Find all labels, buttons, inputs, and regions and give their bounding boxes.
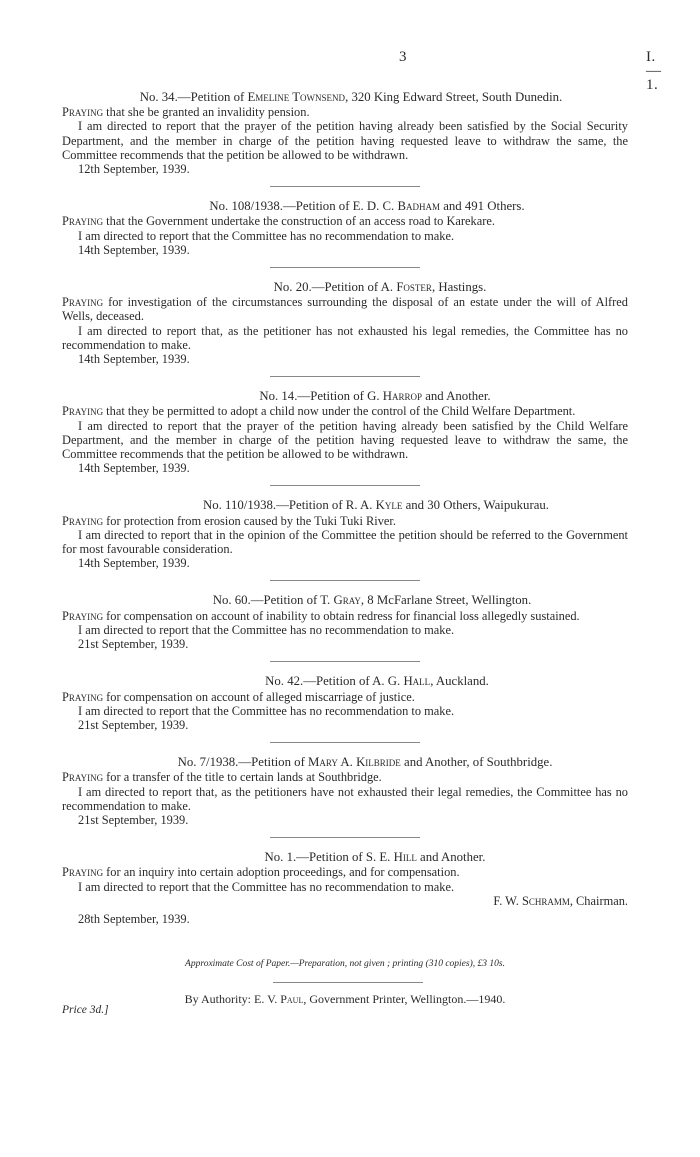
committee-report: I am directed to report that, as the petitioners have not exhausted their legal remedies, the Committee has no recommendation to make. (62, 784, 628, 813)
divider (273, 982, 423, 983)
divider (270, 267, 420, 268)
chairman-name: Schramm (521, 893, 570, 908)
petition-list (62, 90, 628, 926)
document-reference: I.—1. (646, 49, 662, 94)
committee-report: I am directed to report that the prayer of the petition having already been satisfied by the Child Welfare Department, and the member in charge of the petition having requested leave to withdraw the same, the Committee recommends that the petition be allowed to be withdrawn. (62, 418, 628, 462)
petitioner-name: Foster (396, 280, 432, 295)
praying-text: for compensation on account of alleged miscarriage of justice. (103, 689, 415, 704)
divider (270, 580, 420, 581)
printer-authority (62, 992, 628, 1006)
praying-text: that the Government undertake the construction of an access road to Karekare. (103, 214, 495, 229)
praying-clause (62, 295, 628, 323)
petitioner-name: Emeline Townsend (247, 90, 346, 104)
petition (62, 850, 628, 926)
praying-clause (62, 770, 628, 784)
heading-text: No. 42.—Petition of A. G. (265, 674, 404, 689)
petition (62, 498, 628, 570)
report-date: 21st September, 1939. (78, 717, 189, 732)
petition (62, 280, 628, 366)
petitioner-name: Hill (393, 850, 417, 865)
heading-text: No. 60.—Petition of T. (212, 593, 334, 608)
petition-heading (62, 389, 628, 403)
heading-text: No. 20.—Petition of A. (273, 280, 397, 295)
praying-text: for compensation on account of inability to obtain redress for financial loss allegedly sustained. (103, 608, 580, 623)
praying-word: Praying (62, 608, 104, 623)
heading-text: No. 108/1938.—Petition of E. D. C. (209, 199, 398, 214)
petition (62, 674, 628, 732)
report-date: 21st September, 1939. (78, 812, 189, 827)
petitioner-name: Harrop (382, 389, 422, 404)
divider (270, 186, 420, 187)
praying-text: that she be granted an invalidity pension. (103, 105, 310, 120)
divider (270, 661, 420, 662)
printer-name: Paul (280, 992, 304, 1006)
report-date: 21st September, 1939. (78, 637, 189, 652)
praying-word: Praying (62, 689, 104, 704)
praying-clause (62, 404, 628, 418)
petition-heading (62, 593, 628, 607)
report-date: 14th September, 1939. (78, 556, 190, 571)
petition (62, 90, 628, 176)
praying-clause (62, 105, 628, 119)
petition-heading (62, 280, 628, 294)
praying-word: Praying (62, 865, 104, 880)
committee-report: I am directed to report that in the opinion of the Committee the petition should be referred to the Government for most favourable consideration. (62, 527, 628, 557)
petition (62, 755, 628, 827)
praying-text: for protection from erosion caused by the Tuki Tuki River. (103, 513, 396, 528)
petitioner-name: Badham (397, 199, 440, 214)
heading-text: , 8 McFarlane Street, Wellington. (360, 593, 532, 608)
heading-text: No. 1.—Petition of S. E. (264, 850, 394, 865)
praying-word: Praying (62, 513, 104, 528)
heading-text: , 320 King Edward Street, South Dunedin. (345, 90, 563, 104)
heading-text: No. 34.—Petition of (139, 90, 248, 104)
divider (270, 837, 420, 838)
heading-text: and 30 Others, Waipukurau. (402, 498, 549, 513)
divider (270, 485, 420, 486)
praying-word: Praying (62, 214, 104, 229)
page-number: 3 (399, 49, 407, 65)
authority-text: , Government Printer, Wellington.—1940. (303, 992, 506, 1006)
praying-clause (62, 865, 628, 879)
committee-report: I am directed to report that the Committee has no recommendation to make. (78, 228, 455, 243)
report-date: 14th September, 1939. (78, 461, 190, 476)
report-date: 28th September, 1939. (78, 911, 190, 926)
committee-report: I am directed to report that the Committee has no recommendation to make. (78, 879, 455, 894)
report-date: 12th September, 1939. (78, 162, 190, 177)
petition (62, 389, 628, 475)
praying-word: Praying (62, 404, 104, 419)
petition-heading (62, 199, 628, 213)
praying-clause (62, 690, 628, 704)
petition (62, 593, 628, 651)
divider (270, 376, 420, 377)
price-note: Price 3d.] (62, 1004, 109, 1016)
heading-text: and Another, of Southbridge. (400, 755, 553, 770)
heading-text: No. 7/1938.—Petition of (177, 755, 309, 770)
petition-heading (62, 850, 628, 864)
praying-clause (62, 609, 628, 623)
petition-heading (62, 674, 628, 688)
heading-text: , Auckland. (430, 674, 489, 689)
petitioner-name: Gray (333, 593, 361, 608)
signature-text: , Chairman. (569, 893, 628, 908)
petitioner-name: Hall (403, 674, 431, 689)
signature-text: F. W. (493, 893, 522, 908)
committee-report: I am directed to report that the Committee has no recommendation to make. (78, 703, 455, 718)
cost-text: —Preparation, not given ; printing (310 copies), £3 10s. (290, 959, 505, 969)
praying-clause (62, 214, 628, 228)
heading-text: No. 110/1938.—Petition of R. A. (203, 498, 376, 513)
report-date: 14th September, 1939. (78, 242, 190, 257)
petition-heading (62, 755, 628, 769)
praying-word: Praying (62, 770, 104, 785)
committee-report: I am directed to report that the Committee has no recommendation to make. (78, 622, 455, 637)
petitioner-name: Kyle (375, 498, 403, 513)
petition (62, 199, 628, 257)
heading-text: and Another. (416, 850, 486, 865)
authority-text: By Authority: E. V. (184, 992, 281, 1006)
praying-text: for an inquiry into certain adoption proceedings, and for compensation. (103, 865, 460, 880)
praying-text: for a transfer of the title to certain lands at Southbridge. (103, 770, 382, 785)
praying-text: for investigation of the circumstances surrounding the disposal of an estate under the will of Alfred Wells, deceased. (62, 295, 628, 324)
heading-text: , Hastings. (431, 280, 487, 295)
petition-heading (62, 498, 628, 512)
petition-heading (62, 90, 628, 104)
heading-text: and Another. (422, 389, 491, 404)
committee-report: I am directed to report that, as the petitioner has not exhausted his legal remedies, the Committee has no recommendation to make. (62, 323, 628, 352)
praying-clause (62, 514, 628, 528)
cost-label: Approximate Cost of Paper. (185, 959, 291, 969)
praying-word: Praying (62, 295, 104, 310)
praying-text: that they be permitted to adopt a child now under the control of the Child Welfare Department. (103, 404, 576, 419)
praying-word: Praying (62, 105, 104, 120)
chairman-signature (62, 894, 628, 908)
heading-text: No. 14.—Petition of G. (259, 389, 383, 404)
committee-report: I am directed to report that the prayer of the petition having already been satisfied by the Social Security Department, and the member in charge of the petition having requested leave to withdraw the same, the Committee recommends that the petition be allowed to be withdrawn. (62, 119, 628, 162)
petitioner-name: Mary A. Kilbride (308, 755, 401, 770)
report-date: 14th September, 1939. (78, 352, 190, 367)
heading-text: and 491 Others. (440, 199, 525, 214)
divider (270, 742, 420, 743)
cost-note (62, 957, 628, 971)
